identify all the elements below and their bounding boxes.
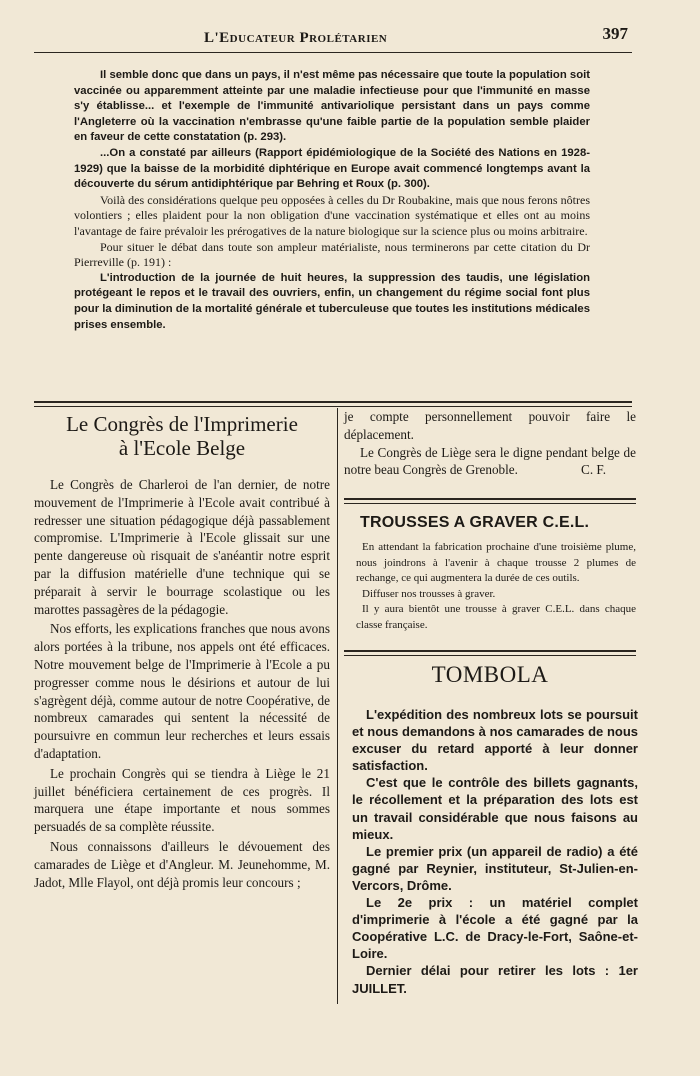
article-paragraph-2: Nos efforts, les explications franches que nous avons alors portées à la tribune, nos appels ont été efficaces. Notre mouvement belge de l'Imprimerie à l'Ecole a pu progresser comme nous le désirions et autour de lui s'agrègent déjà, comme autour de notre Coopérative, de nombreux camarades qui sentent la nécessité de poursuivre en commun leur recherches et leurs essais d'adaptation. [34, 621, 330, 761]
article-body [34, 476, 330, 891]
tombola-body [352, 706, 638, 997]
article-title [34, 412, 330, 460]
tombola-paragraph-1: L'expédition des nombreux lots se poursuit et nous demandons à nos camarades de nous excuser du retard apporté à leur donner satisfaction. [352, 707, 638, 774]
article-paragraph-4: Nous connaissons d'ailleurs le dévouement des camarades de Liège et d'Angleur. M. Jeunehomme, M. Jadot, Mlle Flayol, ont déjà promis leur concours ; [34, 838, 330, 890]
trousses-paragraph-2: Diffuser nos trousses à graver. [362, 587, 496, 600]
tombola-paragraph-2: C'est que le contrôle des billets gagnants, le récollement et la préparation des lots est un travail considérable que nous faisons au mieux. [352, 775, 638, 842]
continuation-paragraph-1: je compte personnellement pouvoir faire le déplacement. [344, 409, 636, 442]
continuation-paragraph-2 [344, 444, 636, 480]
article-paragraph-3: Le prochain Congrès qui se tiendra à Liège le 21 juillet bénéficiera certainement de ces progrès. Il marquera une étape importante et nous sommes persuadés de sa complète réussite. [34, 765, 330, 835]
continuation-paragraph-2-text: Le Congrès de Liège sera le digne pendant belge de notre beau Congrès de Grenoble. [344, 444, 636, 478]
trousses-body [356, 540, 636, 634]
tombola-paragraph-4: Le 2e prix : un matériel complet d'imprimerie à l'école a été gagné par la Coopérative L.C. de Dracy-le-Fort, Saône-et-Loire. [352, 895, 638, 962]
article-continuation [344, 408, 636, 479]
article-title-line-2: à l'Ecole Belge [118, 436, 246, 460]
quote-paragraph-1: Il semble donc que dans un pays, il n'est même pas nécessaire que toute la population soit vaccinée ou apparemment atteinte par une maladie infectieuse pour que l'immunité en masse s'y établisse... et l'exemple de l'immunité antivariolique persistant dans un pays comme l'Angleterre où la vaccination n'embrasse qu'une faible partie de la population semble plaider en faveur de cette constatation (p. 293). [74, 69, 590, 144]
header-rule [34, 52, 632, 53]
quoted-passage [74, 68, 590, 333]
tombola-title: TOMBOLA [431, 662, 549, 687]
article-column [34, 412, 330, 893]
article-signature: C. F. [581, 462, 606, 478]
continuation-body [344, 408, 636, 479]
page-header [34, 22, 634, 52]
column-divider [337, 408, 338, 1004]
quote-paragraph-3: L'introduction de la journée de huit heures, la suppression des taudis, une législation protégeant le repos et le travail des ouvriers, enfin, un changement du régime social font plus pour la diminution de la mortalité générale et tuberculeuse que toutes les institutions médicales prises ensemble. [74, 271, 590, 331]
commentary-paragraph-2: Pour situer le débat dans toute son ampleur matérialiste, nous terminerons par cette citation du Dr Pierreville (p. 191) : [74, 239, 590, 270]
article-title-line-1: Le Congrès de l'Imprimerie [66, 412, 298, 436]
tombola-paragraph-3: Le premier prix (un appareil de radio) a été gagné par Reynier, instituteur, St-Julien-en-Vercors, Drôme. [352, 843, 638, 893]
tombola-top-rule [344, 650, 636, 656]
section-divider [34, 401, 632, 407]
trousses-paragraph-1: En attendant la fabrication prochaine d'une troisième plume, nous joindrons à l'avenir à chaque trousse 2 plumes de rechange, ce qui augmentera la durée de ces outils. [356, 541, 636, 585]
commentary-paragraph-1: Voilà des considérations quelque peu opposées à celles du Dr Roubakine, mais que nous ferons nôtres volontiers ; elles plaident pour la non obligation d'une vaccination systématique et elles ont au moins l'avantage de faire prévaloir les prérogatives de la nature biologique sur la science plus ou moins arbitraire. [74, 192, 590, 238]
trousses-title: TROUSSES A GRAVER C.E.L. [360, 514, 590, 531]
page-number: 397 [602, 24, 628, 43]
tombola-paragraph-5: Dernier délai pour retirer les lots : 1er JUILLET. [352, 963, 638, 996]
article-paragraph-1: Le Congrès de Charleroi de l'an dernier, de notre mouvement de l'Imprimerie à l'Ecole avait contribué à redresser une situation pédagogique déjà passablement compromise. L'Imprimerie à l'Ecole glissait sur une pente dangereuse où risquait de s'anéantir notre esprit par la diffusion matérielle d'une technique qui se préparait à servir le bourrage scolastique ou les marottes passagères de la pédagogie. [34, 477, 330, 617]
trousses-top-rule [344, 498, 636, 504]
trousses-paragraph-3: Il y aura bientôt une trousse à graver C.E.L. dans chaque classe française. [356, 603, 636, 631]
journal-title: L'Educateur Prolétarien [204, 30, 388, 46]
quote-paragraph-2: ...On a constaté par ailleurs (Rapport épidémiologique de la Société des Nations en 1928-1929) que la baisse de la morbidité diphtérique en Europe avait commencé longtemps avant la découverte du sérum antidiphtérique par Behring et Roux (p. 300). [74, 146, 590, 191]
